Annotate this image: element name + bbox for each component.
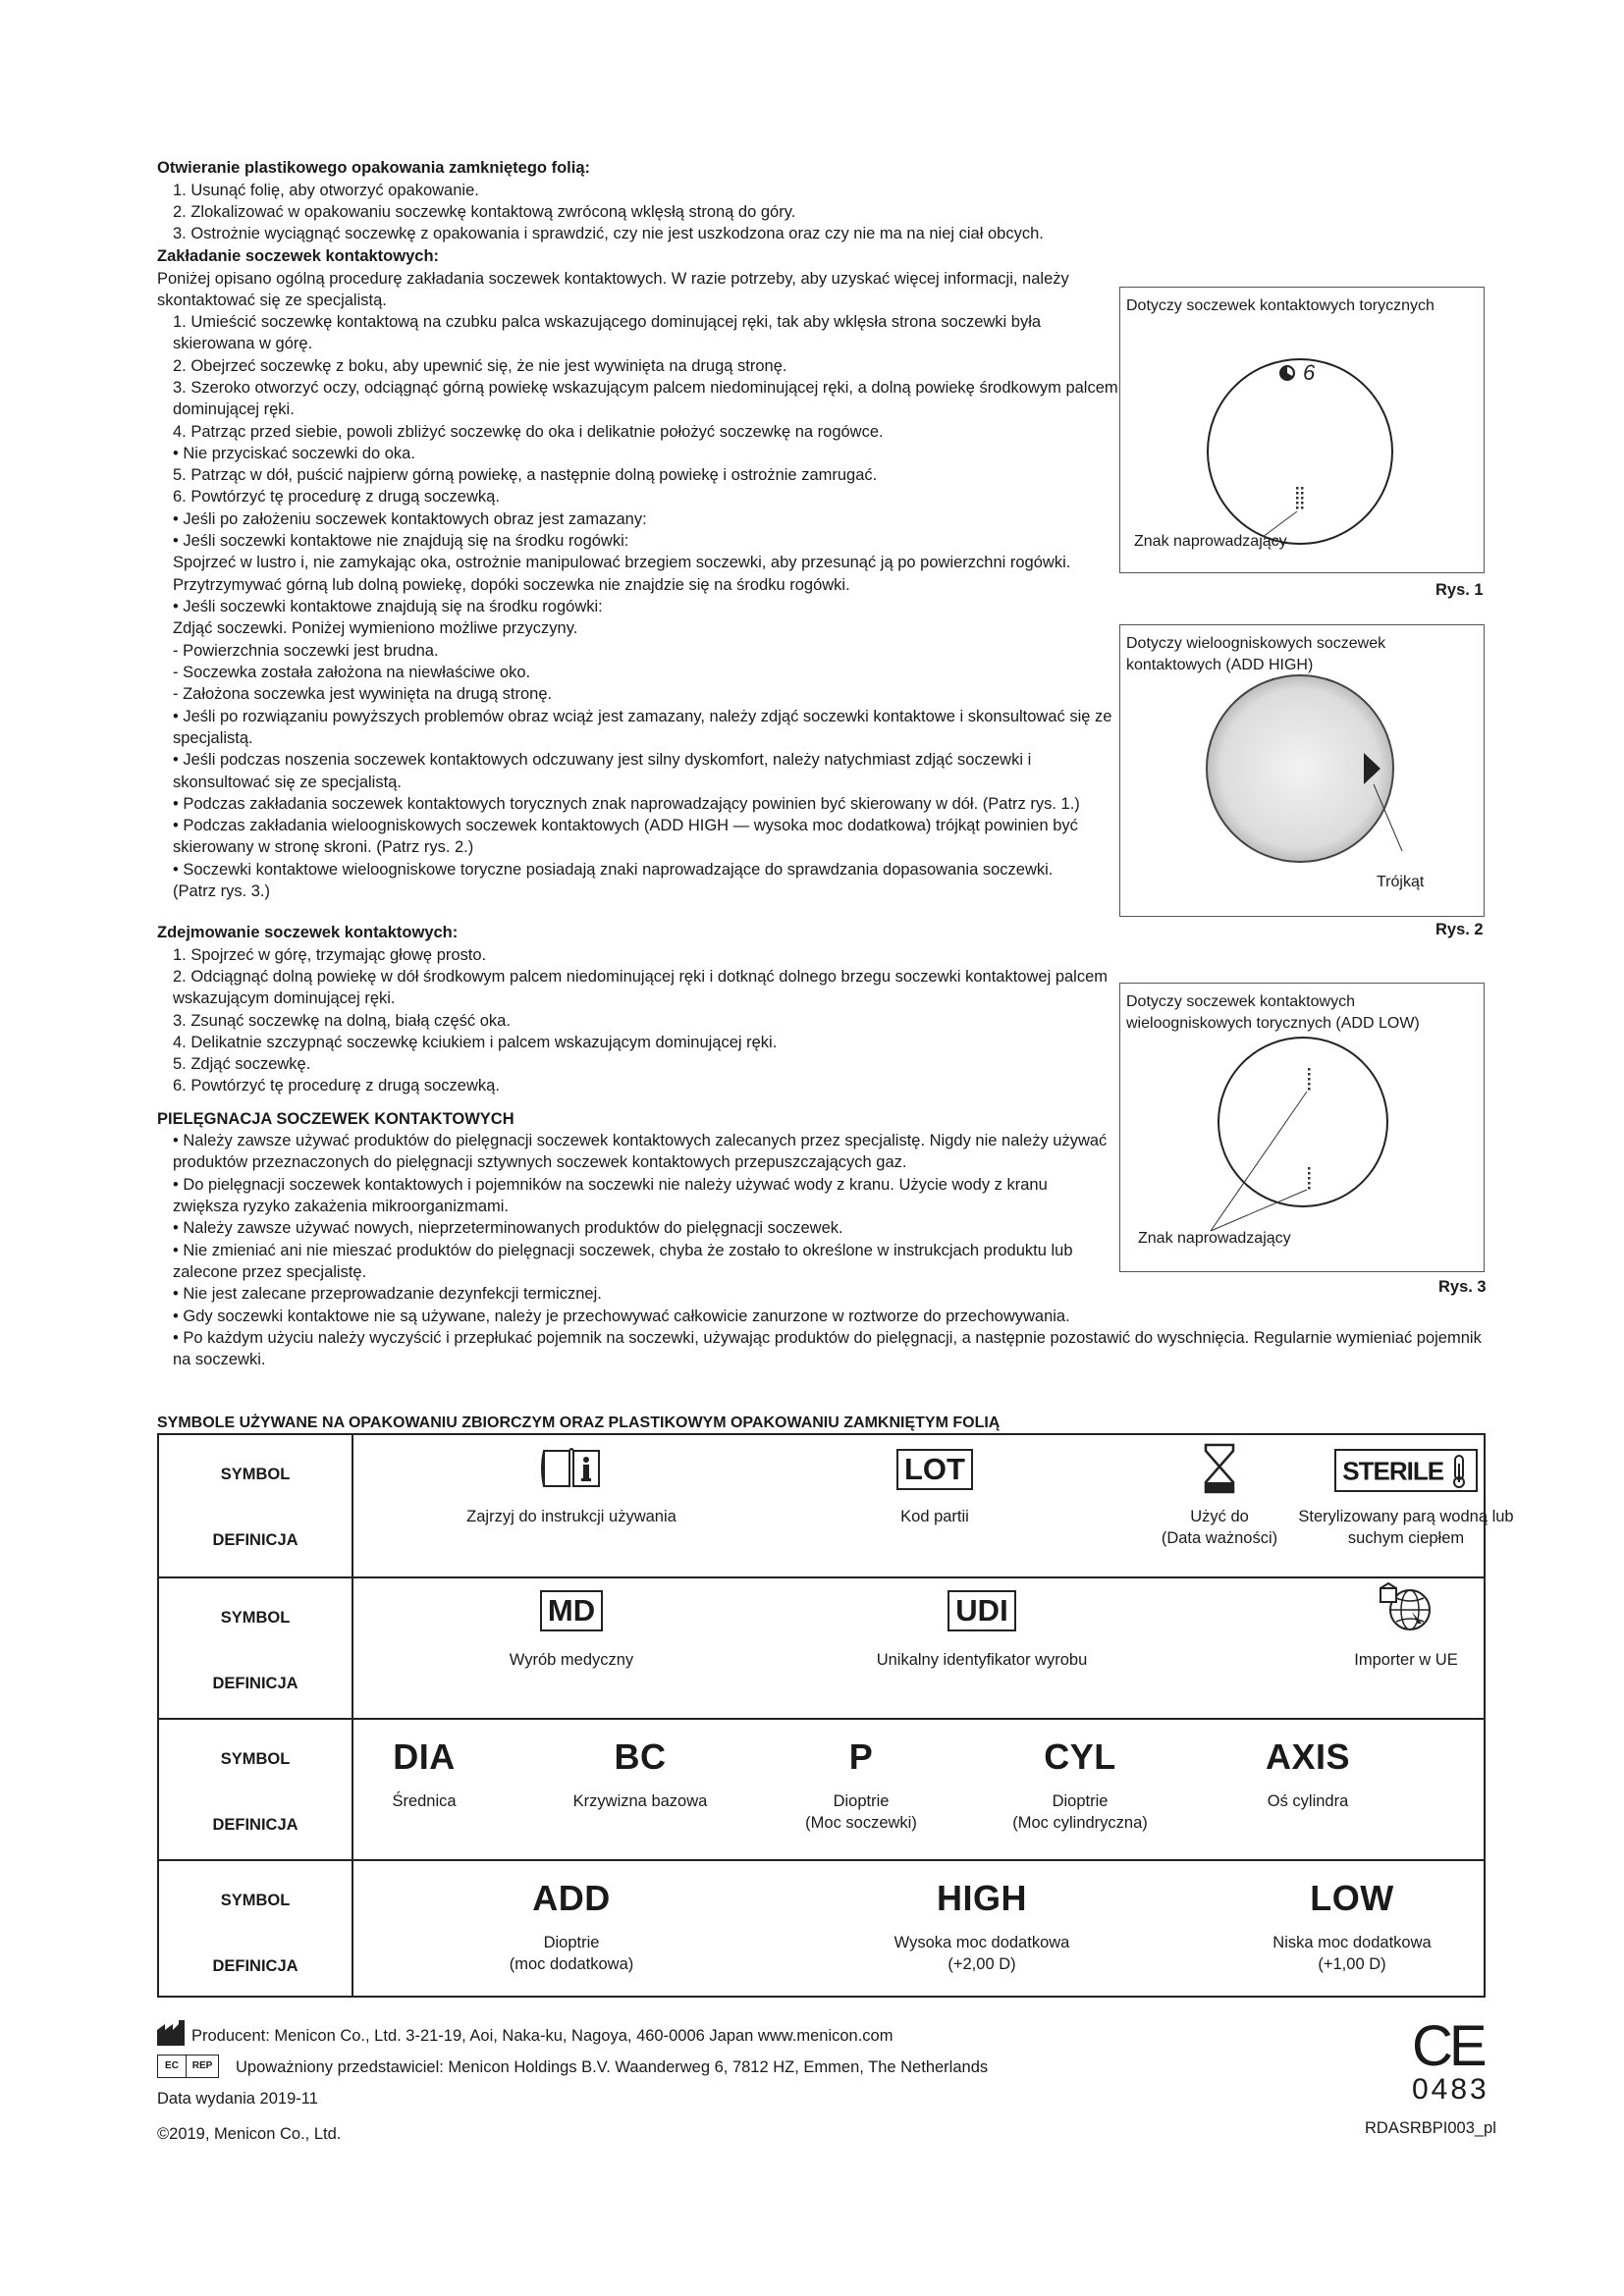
list-item: - Soczewka została założona na niewłaściwe oko.	[173, 664, 531, 681]
list-item: • Nie zmieniać ani nie mieszać produktów do pielęgnacji soczewek, chyba że zostało to określone w instrukcjach produktu lub	[173, 1242, 1073, 1259]
figure-3-title-1: Dotyczy soczewek kontaktowych	[1126, 993, 1355, 1010]
list-item: skonsultować się ze specjalistą.	[173, 774, 402, 791]
importer-globe-icon	[1377, 1582, 1435, 1633]
ifu-symbol	[444, 1447, 699, 1496]
p-definition-1: Dioptrie	[833, 1792, 890, 1810]
axis-definition: Oś cylindra	[1267, 1792, 1349, 1810]
list-item: Przytrzymywać górną lub dolną powiekę, dopóki soczewka nie znajdzie się na środku rogówki.	[173, 576, 850, 594]
figure-2-caption: Rys. 2	[1435, 921, 1484, 938]
list-item: • Jeśli podczas noszenia soczewek kontaktowych odczuwany jest silny dyskomfort, należy natychmiast zdjąć soczewki i	[173, 751, 1032, 769]
notified-body-number: 0483	[1412, 2073, 1489, 2106]
p-definition-2: (Moc soczewki)	[805, 1814, 917, 1832]
table-row	[159, 1718, 1484, 1859]
list-item: • Jeśli po założeniu soczewek kontaktowych obraz jest zamazany:	[173, 510, 647, 528]
toric-lens-diagram	[1120, 288, 1484, 572]
list-item: • Do pielęgnacji soczewek kontaktowych i pojemników na soczewki nie należy używać wody z kranu. Użycie wody z kranu	[173, 1176, 1048, 1194]
low-symbol: LOW	[1310, 1878, 1394, 1918]
list-item: 4. Delikatnie szczypnąć soczewkę kciukiem i palcem wskazującym dominującej ręki.	[173, 1034, 778, 1051]
list-item: • Należy zawsze używać produktów do pielęgnacji soczewek kontaktowych zalecanych przez specjalistę. Nigdy nie należy używać	[173, 1132, 1108, 1149]
udi-definition: Unikalny identyfikator wyrobu	[876, 1651, 1088, 1669]
list-item: zwiększa ryzyko zakażenia mikroorganizmami.	[173, 1198, 510, 1215]
list-item: Spojrzeć w lustro i, nie zamykając oka, ostrożnie manipulować brzegiem soczewki, aby przesunąć ją po powierzchni rogówki.	[173, 554, 1071, 571]
list-item: 5. Patrząc w dół, puścić najpierw górną powiekę, a następnie dolną powiekę i ostrożnie zamrugać.	[173, 466, 878, 484]
importer-symbol	[1278, 1582, 1534, 1639]
lot-definition: Kod partii	[900, 1508, 969, 1525]
list-item: 2. Odciągnąć dolną powiekę w dół środkowym palcem niedominującej ręki i dotknąć dolnego brzegu soczewki kontaktowej palcem	[173, 968, 1109, 986]
figure-1-label: Znak naprowadzający	[1134, 533, 1287, 550]
sterile-definition-2: suchym ciepłem	[1347, 1529, 1465, 1547]
low-definition-1: Niska moc dodatkowa	[1272, 1934, 1432, 1951]
symbol-label: SYMBOL	[220, 1892, 291, 1909]
symbols-table	[157, 1433, 1514, 1998]
list-item: 3. Zsunąć soczewkę na dolną, białą część oka.	[173, 1012, 511, 1030]
insertion-heading: Zakładanie soczewek kontaktowych:	[157, 247, 440, 265]
ec-rep-icon: EC REP	[157, 2055, 219, 2078]
udi-symbol: UDI	[825, 1590, 1139, 1631]
list-item: skontaktować się ze specjalistą.	[157, 292, 387, 309]
high-symbol: HIGH	[937, 1878, 1027, 1918]
table-row	[159, 1435, 1514, 1576]
symbol-label: SYMBOL	[220, 1609, 291, 1627]
list-item: 1. Spojrzeć w górę, trzymając głowę prosto.	[173, 946, 487, 964]
removal-heading: Zdejmowanie soczewek kontaktowych:	[157, 924, 459, 941]
instructions-book-icon	[540, 1447, 603, 1490]
definition-label: DEFINICJA	[212, 1675, 298, 1692]
figure-1-title: Dotyczy soczewek kontaktowych torycznych	[1126, 297, 1435, 314]
high-definition-1: Wysoka moc dodatkowa	[893, 1934, 1070, 1951]
ce-mark: CE	[1412, 2014, 1484, 2078]
add-symbol: ADD	[532, 1878, 611, 1918]
list-item: 1. Umieścić soczewkę kontaktową na czubku palca wskazującego dominującej ręki, tak aby wklęsła strona soczewki była	[173, 313, 1042, 331]
list-item: skierowana w górę.	[173, 335, 313, 352]
md-definition: Wyrób medyczny	[509, 1651, 634, 1669]
figure-3-label: Znak naprowadzający	[1138, 1230, 1291, 1247]
table-row	[159, 1576, 1484, 1718]
issue-date: Data wydania 2019-11	[157, 2090, 318, 2108]
manufacturer-info: Producent: Menicon Co., Ltd. 3-21-19, Aoi, Naka-ku, Nagoya, 460-0006 Japan www.menicon.com	[191, 2027, 893, 2045]
p-symbol: P	[848, 1736, 874, 1777]
figure-2	[1119, 624, 1485, 917]
list-item: specjalistą.	[173, 729, 253, 747]
dia-definition: Średnica	[392, 1792, 457, 1810]
care-heading: PIELĘGNACJA SOCZEWEK KONTAKTOWYCH	[157, 1110, 514, 1128]
figure-2-label: Trójkąt	[1377, 874, 1425, 890]
thermometer-icon	[1448, 1454, 1470, 1489]
cyl-definition-2: (Moc cylindryczna)	[1012, 1814, 1148, 1832]
list-item: 3. Ostrożnie wyciągnąć soczewkę z opakowania i sprawdzić, czy nie jest uszkodzona oraz czy nie ma na niej ciał obcych.	[173, 225, 1044, 242]
list-item: Zdjąć soczewki. Poniżej wymieniono możliwe przyczyny.	[173, 619, 578, 637]
opening-heading: Otwieranie plastikowego opakowania zamkniętego folią:	[157, 159, 591, 177]
copyright: ©2019, Menicon Co., Ltd.	[157, 2125, 342, 2143]
symbol-label: SYMBOL	[220, 1466, 291, 1483]
low-definition-2: (+1,00 D)	[1318, 1955, 1386, 1973]
list-item: 4. Patrząc przed siebie, powoli zbliżyć soczewkę do oka i delikatnie położyć soczewkę na rogówce.	[173, 423, 884, 441]
definition-label: DEFINICJA	[212, 1816, 298, 1834]
list-item: zalecone przez specjalistę.	[173, 1263, 367, 1281]
figure-3	[1119, 983, 1485, 1272]
list-item: • Nie przyciskać soczewki do oka.	[173, 445, 415, 462]
definition-label: DEFINICJA	[212, 1531, 298, 1549]
list-item: • Nie jest zalecane przeprowadzanie dezynfekcji termicznej.	[173, 1285, 602, 1303]
multifocal-lens-diagram	[1120, 625, 1484, 916]
figure-2-title-2: kontaktowych (ADD HIGH)	[1126, 657, 1314, 673]
list-item: • Podczas zakładania wieloogniskowych soczewek kontaktowych (ADD HIGH — wysoka moc dodatkowa) trójkąt powinien być	[173, 817, 1078, 834]
document-code: RDASRBPI003_pl	[1365, 2119, 1496, 2137]
cyl-symbol: CYL	[1044, 1736, 1116, 1777]
manufacturer-icon	[157, 2020, 189, 2046]
symbols-heading: SYMBOLE UŻYWANE NA OPAKOWANIU ZBIORCZYM ORAZ PLASTIKOWYM OPAKOWANIU ZAMKNIĘTYM FOLIĄ	[157, 1415, 1001, 1431]
list-item: 1. Usunąć folię, aby otworzyć opakowanie.	[173, 182, 479, 199]
list-item: • Gdy soczewki kontaktowe nie są używane, należy je przechowywać całkowicie zanurzone w roztworze do przechowywania.	[173, 1308, 1070, 1325]
list-item: na soczewki.	[173, 1351, 266, 1368]
list-item: 5. Zdjąć soczewkę.	[173, 1055, 311, 1073]
symbol-label: SYMBOL	[220, 1750, 291, 1768]
bc-definition: Krzywizna bazowa	[572, 1792, 708, 1810]
list-item: • Soczewki kontaktowe wieloogniskowe toryczne posiadają znaki naprowadzające do sprawdzania dopasowania soczewki.	[173, 861, 1054, 879]
list-item: 6. Powtórzyć tę procedurę z drugą soczewką.	[173, 488, 500, 506]
dia-symbol: DIA	[393, 1736, 456, 1777]
importer-definition: Importer w UE	[1354, 1651, 1458, 1669]
list-item: 6. Powtórzyć tę procedurę z drugą soczewką.	[173, 1077, 500, 1095]
hourglass-icon	[1200, 1441, 1239, 1496]
list-item: • Po każdym użyciu należy wyczyścić i przepłukać pojemnik na soczewki, używając produktów do pielęgnacji, a następnie pozostawić do wyschnięcia. Regularnie wymieniać pojemnik	[173, 1329, 1482, 1347]
list-item: Poniżej opisano ogólną procedurę zakładania soczewek kontaktowych. W razie potrzeby, aby uzyskać więcej informacji, należy	[157, 270, 1069, 288]
list-item: wskazującym dominującej ręki.	[173, 989, 396, 1007]
list-item: • Podczas zakładania soczewek kontaktowych torycznych znak naprowadzający powinien być skierowany w dół. (Patrz rys. 1.)	[173, 795, 1080, 813]
figure-3-caption: Rys. 3	[1438, 1278, 1487, 1296]
representative-info: Upoważniony przedstawiciel: Menicon Holdings B.V. Waanderweg 6, 7812 HZ, Emmen, The Netherlands	[236, 2058, 989, 2076]
expiry-definition-1: Użyć do	[1190, 1508, 1249, 1525]
list-item: • Jeśli soczewki kontaktowe nie znajdują się na środku rogówki:	[173, 532, 629, 550]
lens-mark-number: 6	[1303, 360, 1316, 385]
ifu-definition: Zajrzyj do instrukcji używania	[466, 1508, 677, 1525]
lens-mark-icon	[1279, 365, 1295, 381]
list-item: • Jeśli po rozwiązaniu powyższych problemów obraz wciąż jest zamazany, należy zdjąć soczewki kontaktowe i skonsultować się ze	[173, 708, 1112, 725]
axis-symbol: AXIS	[1265, 1736, 1351, 1777]
list-item: produktów przeznaczonych do pielęgnacji sztywnych soczewek kontaktowych przepuszczających gaz.	[173, 1153, 907, 1171]
list-item: 2. Obejrzeć soczewkę z boku, aby upewnić się, że nie jest wywinięta na drugą stronę.	[173, 357, 787, 375]
add-definition-1: Dioptrie	[543, 1934, 600, 1951]
lot-symbol: LOT	[807, 1449, 1062, 1490]
add-definition-2: (moc dodatkowa)	[509, 1955, 634, 1973]
figure-3-title-2: wieloogniskowych torycznych (ADD LOW)	[1126, 1015, 1420, 1032]
definition-label: DEFINICJA	[212, 1957, 298, 1975]
list-item: 3. Szeroko otworzyć oczy, odciągnąć górną powiekę wskazującym palcem niedominującej ręki, a dolną powiekę środkowym palcem	[173, 379, 1118, 397]
md-symbol: MD	[444, 1590, 699, 1631]
figure-1	[1119, 287, 1485, 573]
bc-symbol: BC	[614, 1736, 667, 1777]
list-item: - Powierzchnia soczewki jest brudna.	[173, 642, 439, 660]
list-item: skierowany w stronę skroni. (Patrz rys. 2.)	[173, 838, 474, 856]
list-item: (Patrz rys. 3.)	[173, 882, 271, 900]
list-item: • Jeśli soczewki kontaktowe znajdują się na środku rogówki:	[173, 598, 603, 615]
table-row	[159, 1859, 1484, 1997]
list-item: • Należy zawsze używać nowych, nieprzeterminowanych produktów do pielęgnacji soczewek.	[173, 1219, 843, 1237]
sterile-definition-1: Sterylizowany parą wodną lub	[1298, 1508, 1514, 1525]
figure-2-title-1: Dotyczy wieloogniskowych soczewek	[1126, 635, 1386, 652]
sterile-symbol: STERILE	[1278, 1449, 1534, 1492]
figure-1-caption: Rys. 1	[1435, 581, 1484, 599]
cyl-definition-1: Dioptrie	[1052, 1792, 1109, 1810]
expiry-definition-2: (Data ważności)	[1161, 1529, 1278, 1547]
list-item: - Założona soczewka jest wywinięta na drugą stronę.	[173, 685, 553, 703]
list-item: dominującej ręki.	[173, 400, 295, 418]
high-definition-2: (+2,00 D)	[947, 1955, 1016, 1973]
list-item: 2. Zlokalizować w opakowaniu soczewkę kontaktową zwróconą wklęsłą stroną do góry.	[173, 203, 796, 221]
